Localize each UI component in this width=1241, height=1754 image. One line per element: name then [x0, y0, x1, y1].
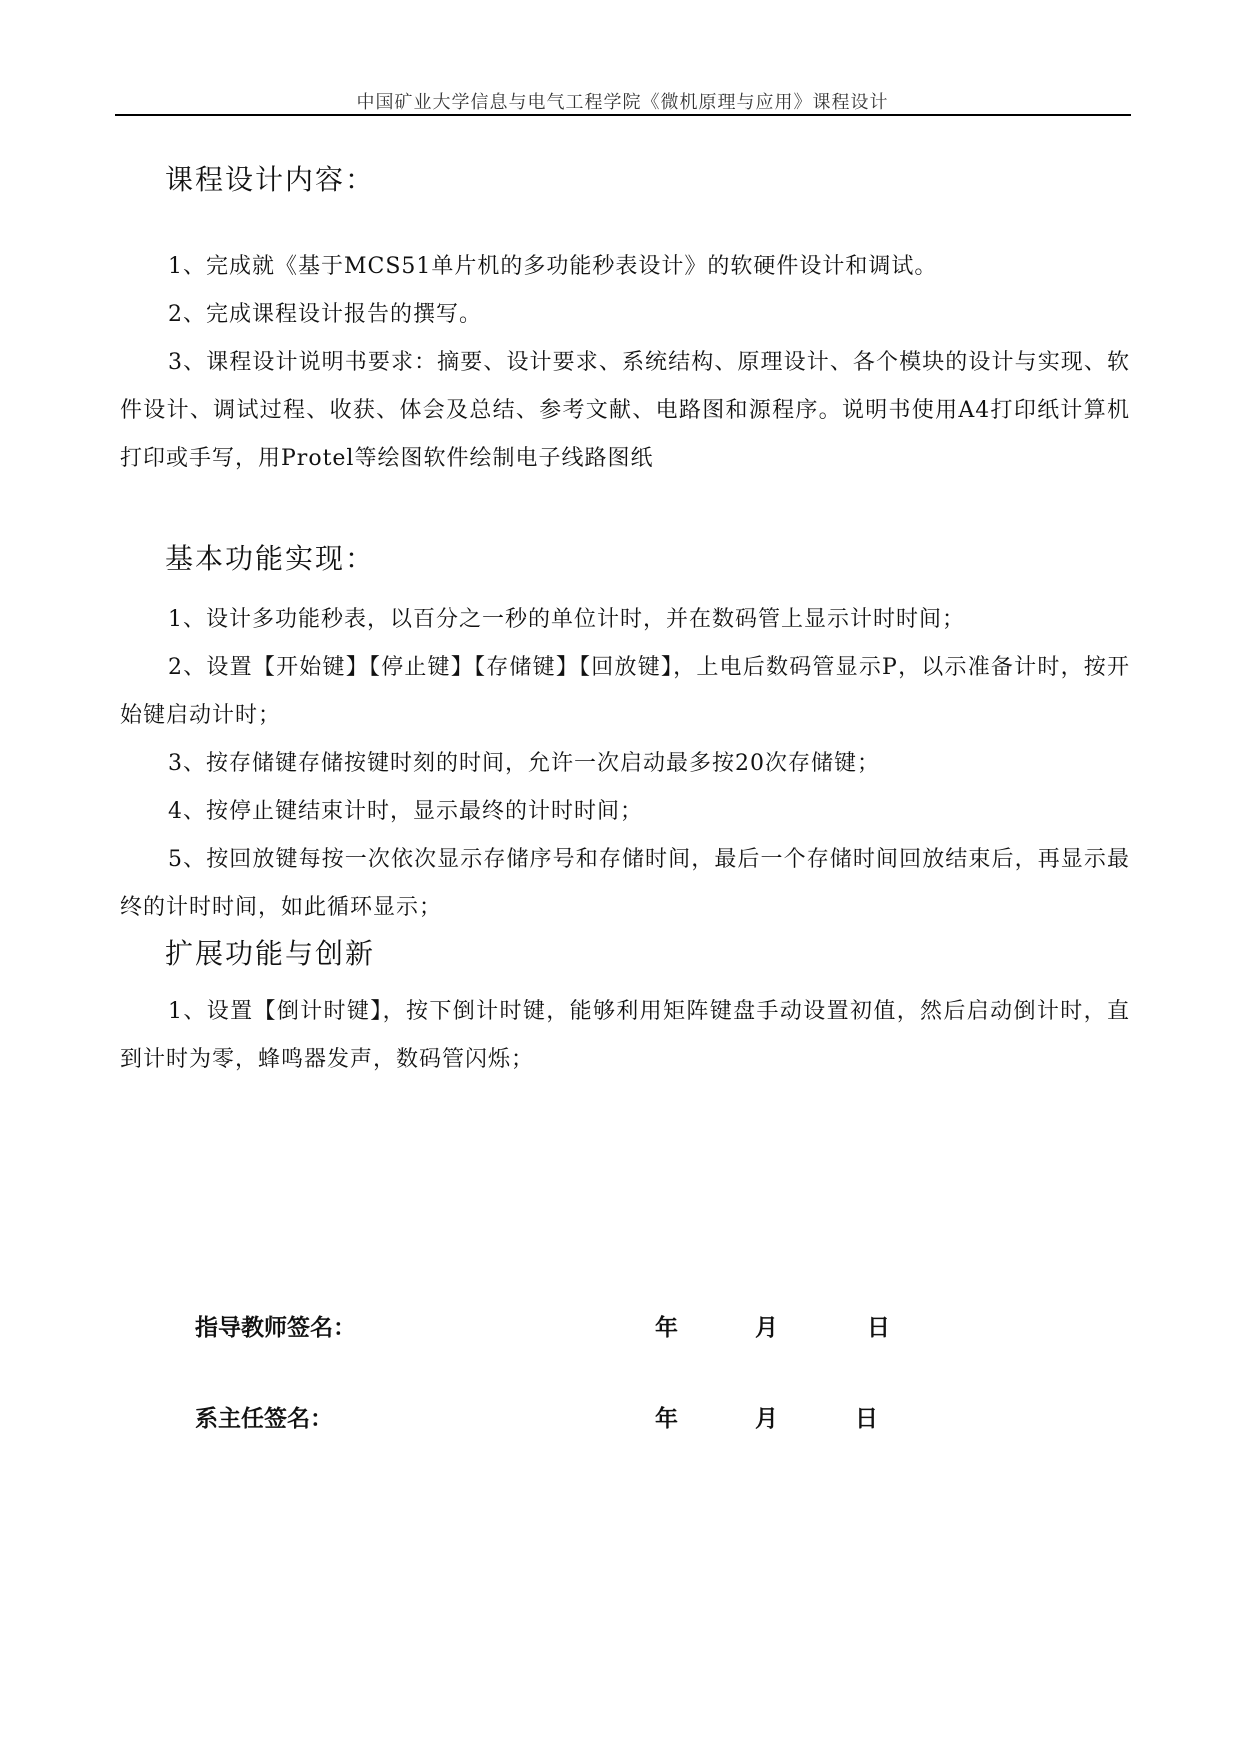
header-divider [115, 114, 1131, 116]
head-signature-day: 日 [855, 1406, 878, 1432]
content-item-1: 1、完成就《基于MCS51单片机的多功能秒表设计》的软硬件设计和调试。 [168, 254, 938, 279]
basic-item-1: 1、设计多功能秒表，以百分之一秒的单位计时，并在数码管上显示计时时间； [168, 607, 965, 632]
content-item-3: 3、课程设计说明书要求：摘要、设计要求、系统结构、原理设计、各个模块的设计与实现、软件设计、调试过程、收获、体会及总结、参考文献、电路图和源程序。说明书使用A4打印纸计算机打印或手写，用Protel等绘图软件绘制电子线路图纸 [120, 350, 1130, 471]
basic-item-3: 3、按存储键存储按键时刻的时间，允许一次启动最多按20次存储键； [168, 751, 880, 776]
basic-item-4: 4、按停止键结束计时，显示最终的计时时间； [168, 799, 643, 824]
basic-item-5: 5、按回放键每按一次依次显示存储序号和存储时间，最后一个存储时间回放结束后，再显示最终的计时时间，如此循环显示； [120, 847, 1130, 920]
section-title-extension: 扩展功能与创新 [165, 937, 376, 970]
head-signature-year: 年 [655, 1406, 678, 1432]
section-title-basic: 基本功能实现： [165, 542, 376, 575]
advisor-signature-month: 月 [755, 1315, 778, 1341]
basic-item-2: 2、设置【开始键】【停止键】【存储键】【回放键】，上电后数码管显示P，以示准备计时，按开始键启动计时； [120, 655, 1130, 728]
extension-item-1: 1、设置【倒计时键】，按下倒计时键，能够利用矩阵键盘手动设置初值，然后启动倒计时，直到计时为零，蜂鸣器发声，数码管闪烁； [120, 999, 1130, 1072]
page-header: 中国矿业大学信息与电气工程学院《微机原理与应用》课程设计 [356, 92, 889, 113]
head-signature-label: 系主任签名： [195, 1406, 333, 1432]
section-title-content: 课程设计内容： [165, 163, 376, 196]
advisor-signature-day: 日 [867, 1315, 890, 1341]
head-signature-month: 月 [755, 1406, 778, 1432]
advisor-signature-row [195, 1309, 995, 1349]
head-signature-row [195, 1400, 995, 1440]
advisor-signature-year: 年 [655, 1315, 678, 1341]
content-item-2: 2、完成课程设计报告的撰写。 [168, 302, 482, 327]
advisor-signature-label: 指导教师签名： [195, 1315, 356, 1341]
